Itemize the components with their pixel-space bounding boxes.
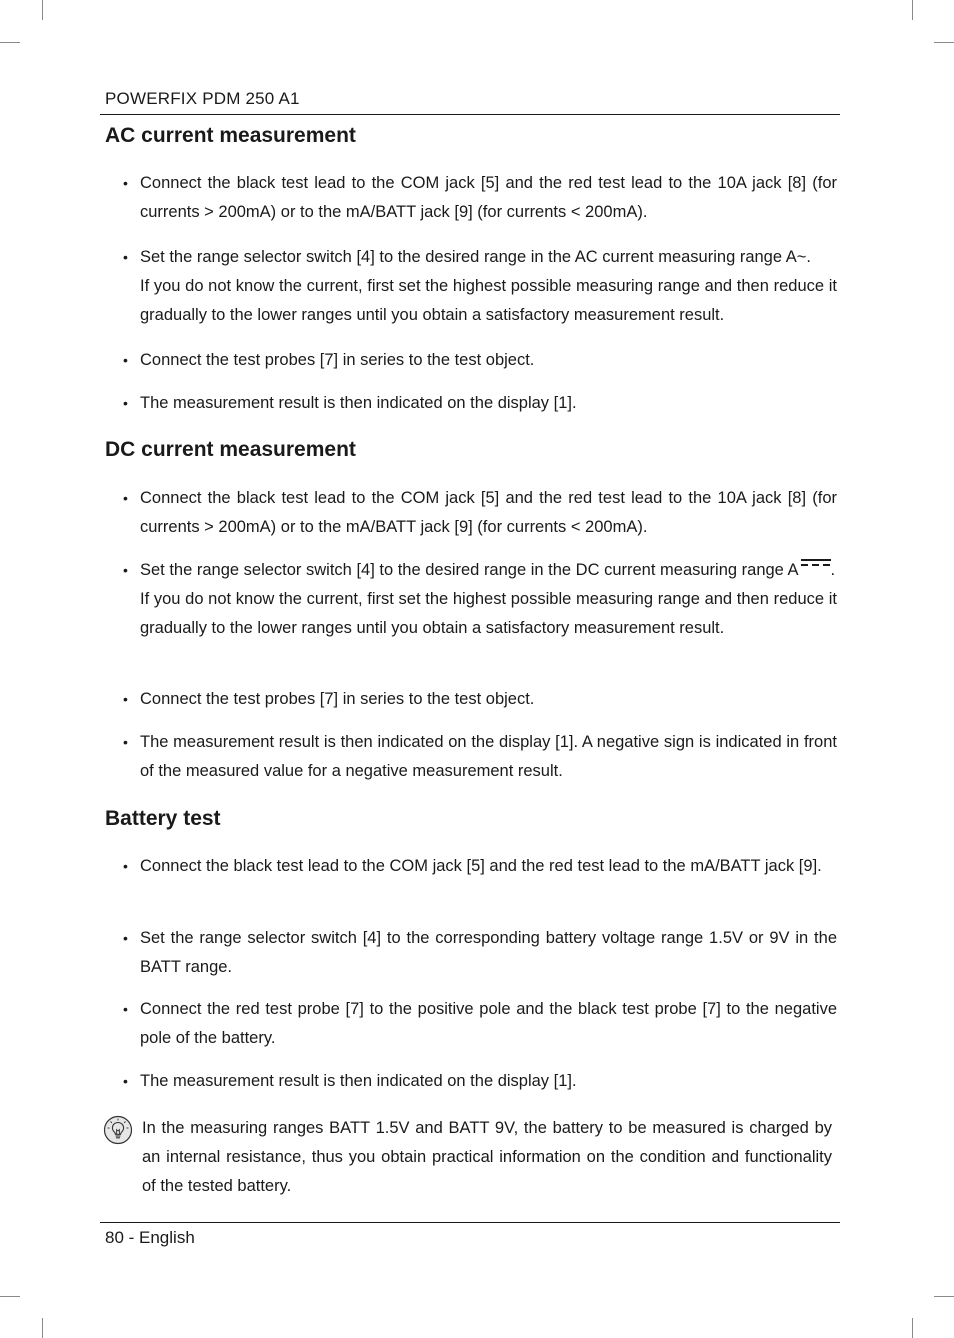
list-item [105, 389, 837, 418]
section-title: Battery test [105, 807, 221, 830]
list-item [105, 728, 837, 786]
bullet-icon: • [123, 562, 128, 578]
bullet-text: Set the range selector switch [4] to the desired range in the DC current measuring range A [140, 561, 799, 579]
info-note [100, 1114, 840, 1201]
crop-mark [42, 1318, 43, 1338]
bullet-text: Connect the black test lead to the COM jack [5] and the red test lead to the mA/BATT jack [9]. [140, 857, 822, 875]
bullet-text: If you do not know the current, first set the highest possible measuring range and then reduce it gradually to the lower ranges until you obtain a satisfactory measurement result. [140, 277, 837, 324]
bullet-icon: • [123, 175, 128, 191]
list-item [105, 924, 837, 982]
bullet-text: Connect the test probes [7] in series to the test object. [140, 690, 535, 708]
bullet-icon: • [123, 858, 128, 874]
list-item [105, 852, 837, 881]
list-item [105, 346, 837, 375]
bullet-icon: • [123, 1073, 128, 1089]
crop-mark [42, 0, 43, 20]
crop-mark [912, 0, 913, 20]
bullet-icon: • [123, 691, 128, 707]
bullet-text: Connect the test probes [7] in series to the test object. [140, 351, 535, 369]
list-item [105, 995, 837, 1053]
bullet-icon: • [123, 490, 128, 506]
bullet-text: Set the range selector switch [4] to the corresponding battery voltage range 1.5V or 9V in the BATT range. [140, 929, 837, 976]
list-item [105, 685, 837, 714]
note-text: In the measuring ranges BATT 1.5V and BATT 9V, the battery to be measured is charged by an internal resistance, thus you obtain practical information on the condition and functionality of the tested battery. [142, 1119, 832, 1195]
crop-mark [0, 1296, 20, 1297]
list-item [105, 243, 837, 330]
section-title: DC current measurement [105, 438, 356, 461]
crop-mark [0, 42, 20, 43]
crop-mark [934, 42, 954, 43]
list-item [105, 1067, 837, 1096]
crop-mark [912, 1318, 913, 1338]
bullet-text: Connect the black test lead to the COM jack [5] and the red test lead to the 10A jack [8] (for currents > 200mA) or to the mA/BATT jack [9] (for currents < 200mA). [140, 174, 837, 221]
section-ac-current [105, 122, 837, 412]
crop-mark [934, 1296, 954, 1297]
footer-rule [100, 1222, 840, 1223]
bullet-text: Connect the red test probe [7] to the positive pole and the black test probe [7] to the negative pole of the battery. [140, 1000, 837, 1047]
bullet-text: The measurement result is then indicated on the display [1]. A negative sign is indicated in front of the measured value for a negative measurement result. [140, 733, 837, 780]
bullet-text: Set the range selector switch [4] to the desired range in the AC current measuring range A~. [140, 248, 811, 266]
section-dc-current [105, 436, 837, 780]
list-item [105, 484, 837, 542]
bullet-text: The measurement result is then indicated on the display [1]. [140, 394, 577, 412]
bullet-icon: • [123, 352, 128, 368]
bullet-icon: • [123, 249, 128, 265]
bullet-text: Connect the black test lead to the COM jack [5] and the red test lead to the 10A jack [8] (for currents > 200mA) or to the mA/BATT jack [9] (for currents < 200mA). [140, 489, 837, 536]
bullet-icon: • [123, 395, 128, 411]
page-number: 80 - English [105, 1228, 195, 1247]
bullet-icon: • [123, 930, 128, 946]
bullet-text: The measurement result is then indicated on the display [1]. [140, 1072, 577, 1090]
bullet-icon: • [123, 734, 128, 750]
running-header: POWERFIX PDM 250 A1 [105, 89, 300, 108]
bullet-text-end: . [830, 561, 836, 579]
bullet-icon: • [123, 1001, 128, 1017]
dc-symbol-icon [801, 559, 831, 569]
lightbulb-icon [103, 1115, 133, 1145]
section-title: AC current measurement [105, 124, 356, 147]
list-item [105, 556, 837, 643]
bullet-text: If you do not know the current, first set the highest possible measuring range and then reduce it gradually to the lower ranges until you obtain a satisfactory measurement result. [140, 590, 837, 637]
section-battery-test [105, 805, 837, 1090]
header-rule [100, 114, 840, 115]
list-item [105, 169, 837, 227]
